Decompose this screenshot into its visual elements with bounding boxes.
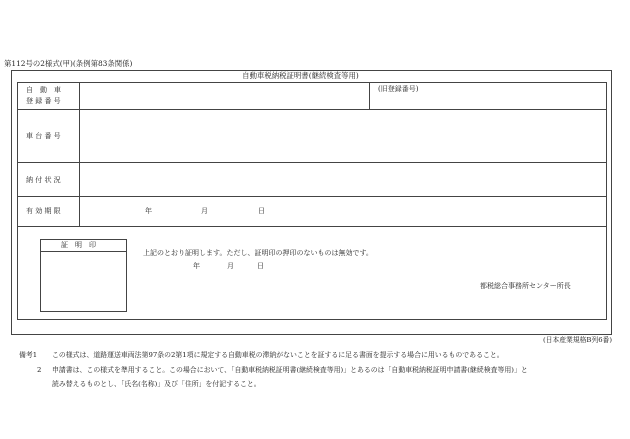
- stamp-label: 証 明 印: [61, 241, 96, 249]
- cert-day: 日: [257, 262, 264, 270]
- divider: [17, 319, 606, 320]
- form-number: 第112号の2様式(甲)(条例第83条関係): [4, 59, 133, 68]
- certification-stamp-box: [40, 239, 127, 312]
- expiry-day: 日: [258, 207, 265, 215]
- divider: [17, 109, 606, 110]
- expiry-label: 有 効 期 限: [26, 207, 61, 215]
- divider: [17, 226, 606, 227]
- divider: [17, 82, 606, 83]
- registration-label-line1: 自 動 車: [26, 86, 61, 94]
- divider: [17, 162, 606, 163]
- certificate-title: 自動車税納税証明書(継続検査等用): [242, 71, 359, 80]
- cert-year: 年: [193, 262, 200, 270]
- expiry-year: 年: [145, 207, 152, 215]
- divider: [79, 82, 80, 226]
- note-2-line-1: 申請書は、この様式を準用すること。この場合において、「自動車税納税証明書(継続検査等用)」とあるのは「自動車税納税証明申請書(継続検査等用)」と: [52, 366, 528, 374]
- note-2-line-2: 読み替えるものとし、「氏名(名称)」及び「住所」を付記すること。: [52, 380, 261, 388]
- chassis-number-label: 車 台 番 号: [26, 132, 61, 140]
- notes-heading: 備考1: [19, 351, 38, 359]
- jis-code: (日本産業規格B列6番): [543, 336, 612, 344]
- old-registration-label: (旧登録番号): [378, 85, 419, 93]
- divider: [40, 251, 127, 252]
- divider: [17, 196, 606, 197]
- cert-month: 月: [227, 262, 234, 270]
- divider: [369, 82, 370, 109]
- expiry-month: 月: [201, 207, 208, 215]
- note-1: この様式は、道路運送車両法第97条の2第1項に規定する自動車税の滞納がないことを証するに足る書面を提示する場合に用いるものであること。: [52, 351, 504, 359]
- payment-status-label: 納 付 状 況: [26, 176, 61, 184]
- registration-label-line2: 登 録 番 号: [26, 97, 61, 105]
- divider: [17, 82, 18, 320]
- divider: [606, 82, 607, 320]
- issuer-name: 都税総合事務所センター所長: [480, 282, 571, 290]
- certification-text: 上記のとおり証明します。ただし、証明印の押印のないものは無効です。: [143, 249, 373, 257]
- note-2-number: 2: [37, 366, 42, 374]
